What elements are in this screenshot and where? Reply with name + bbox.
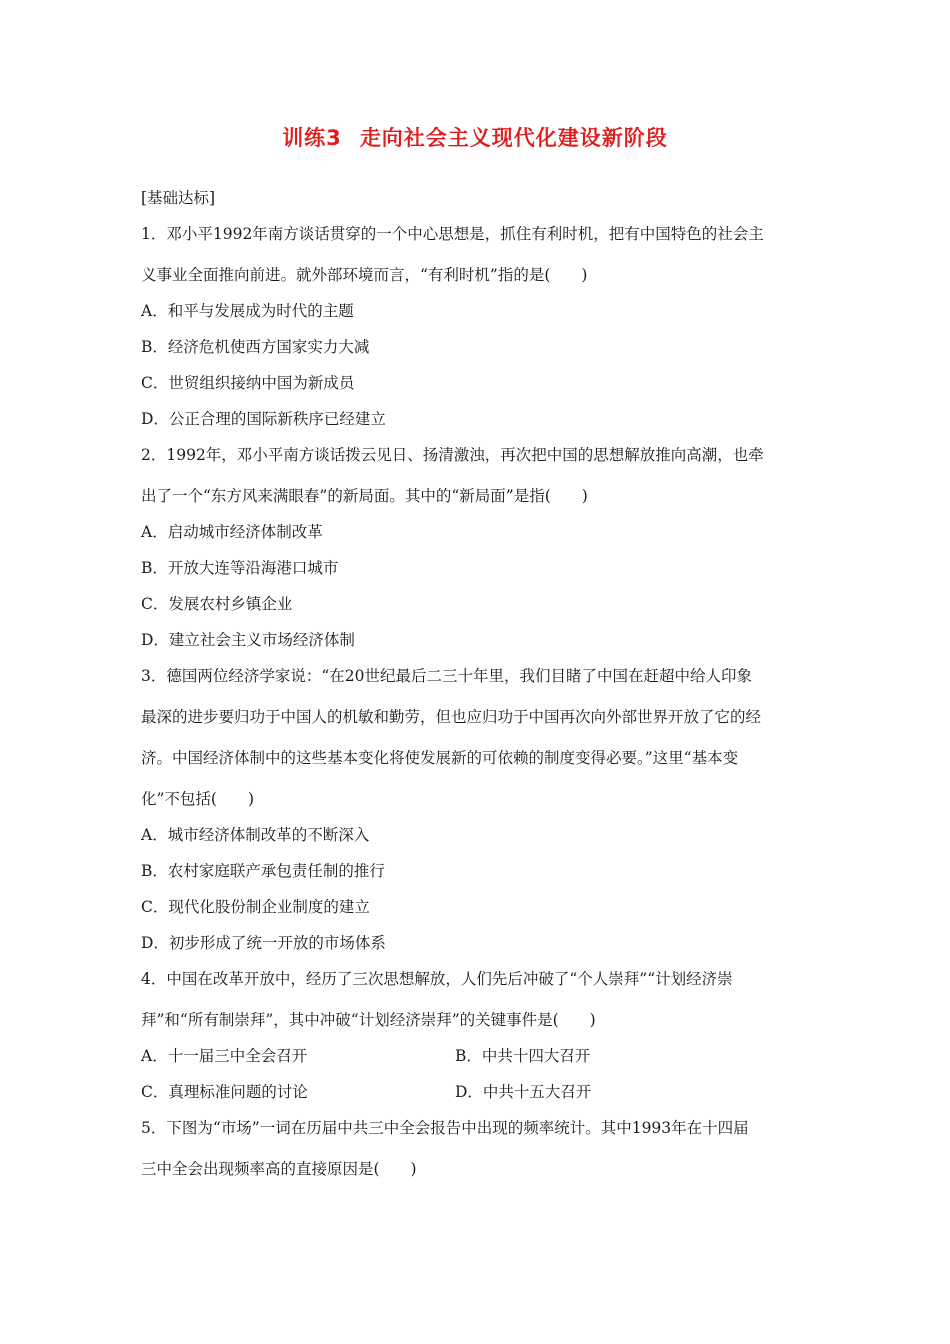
question-2-option-a: A．启动城市经济体制改革 xyxy=(141,523,323,541)
question-3-line-4: 化”不包括( ) xyxy=(141,790,255,808)
question-1-line-1: 1．邓小平1992年南方谈话贯穿的一个中心思想是，抓住有利时机，把有中国特色的社会主 xyxy=(141,225,764,243)
question-4-option-c: C．真理标准问题的讨论 xyxy=(141,1083,308,1101)
page-title xyxy=(0,122,950,152)
question-2-option-d: D．建立社会主义市场经济体制 xyxy=(141,631,355,649)
question-5-line-2: 三中全会出现频率高的直接原因是( ) xyxy=(141,1160,417,1178)
question-1-option-a: A．和平与发展成为时代的主题 xyxy=(141,302,354,320)
question-5-line-1: 5．下图为“市场”一词在历届中共三中全会报告中出现的频率统计。其中1993年在十四届 xyxy=(141,1119,749,1137)
question-3-option-a: A．城市经济体制改革的不断深入 xyxy=(141,826,370,844)
section-label: [基础达标] xyxy=(141,189,216,207)
question-4-line-1: 4．中国在改革开放中，经历了三次思想解放，人们先后冲破了“个人崇拜”“计划经济崇 xyxy=(141,970,733,988)
question-1-line-2: 义事业全面推向前进。就外部环境而言，“有利时机”指的是( ) xyxy=(141,266,588,284)
question-1-option-c: C．世贸组织接纳中国为新成员 xyxy=(141,374,355,392)
question-3-option-b: B．农村家庭联产承包责任制的推行 xyxy=(141,862,385,880)
question-4-line-2: 拜”和“所有制崇拜”，其中冲破“计划经济崇拜”的关键事件是( ) xyxy=(141,1011,596,1029)
question-3-option-c: C．现代化股份制企业制度的建立 xyxy=(141,898,370,916)
title-number: 训练3 xyxy=(282,126,342,150)
question-2-option-c: C．发展农村乡镇企业 xyxy=(141,595,293,613)
question-2-line-1: 2．1992年，邓小平南方谈话拨云见日、扬清激浊，再次把中国的思想解放推向高潮，也牵 xyxy=(141,446,764,464)
title-text: 走向社会主义现代化建设新阶段 xyxy=(359,126,668,150)
question-3-line-1: 3．德国两位经济学家说：“在20世纪最后二三十年里，我们目睹了中国在赶超中给人印象 xyxy=(141,667,753,685)
question-1-option-b: B．经济危机使西方国家实力大减 xyxy=(141,338,370,356)
question-4-option-d: D．中共十五大召开 xyxy=(455,1083,592,1101)
question-4-option-a: A．十一届三中全会召开 xyxy=(141,1047,308,1065)
question-2-option-b: B．开放大连等沿海港口城市 xyxy=(141,559,339,577)
question-4-option-b: B．中共十四大召开 xyxy=(455,1047,591,1065)
question-1-option-d: D．公正合理的国际新秩序已经建立 xyxy=(141,410,386,428)
question-2-line-2: 出了一个“东方风来满眼春”的新局面。其中的“新局面”是指( ) xyxy=(141,487,588,505)
question-3-line-2: 最深的进步要归功于中国人的机敏和勤劳，但也应归功于中国再次向外部世界开放了它的经 xyxy=(141,708,762,726)
question-3-option-d: D．初步形成了统一开放的市场体系 xyxy=(141,934,386,952)
question-3-line-3: 济。中国经济体制中的这些基本变化将使发展新的可依赖的制度变得必要。”这里“基本变 xyxy=(141,749,739,767)
